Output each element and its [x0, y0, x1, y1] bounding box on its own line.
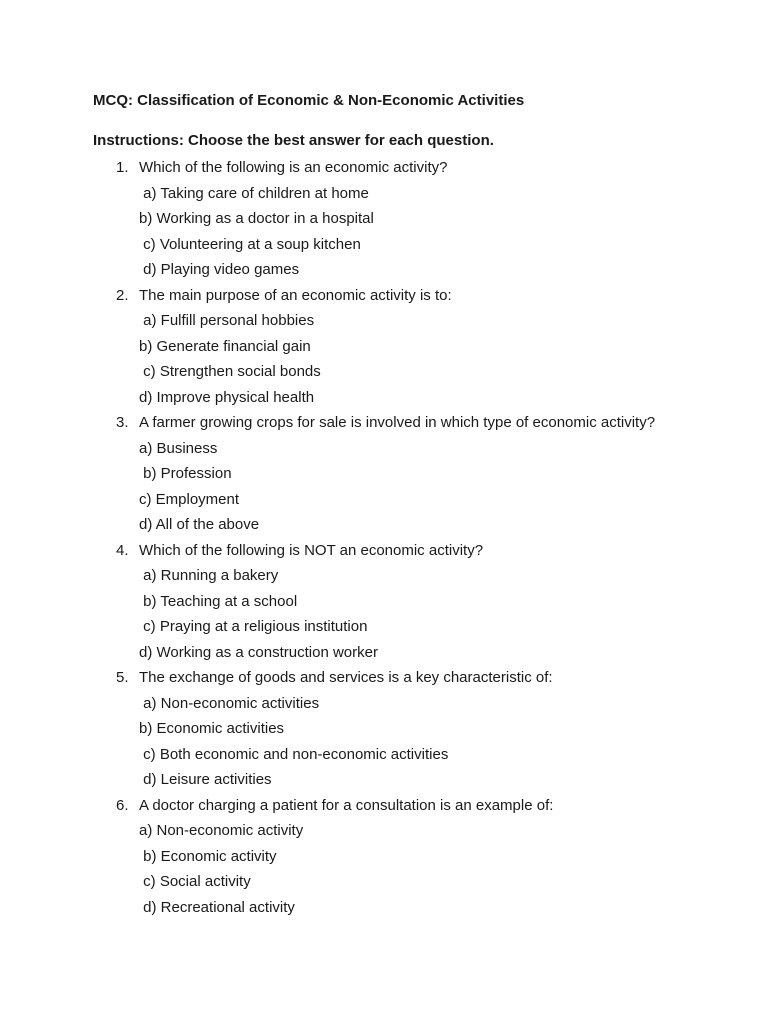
answer-option: c) Volunteering at a soup kitchen [139, 235, 361, 253]
answer-options [0, 691, 768, 793]
answer-options [0, 181, 768, 283]
question-line [0, 410, 768, 436]
answer-option: b) Generate financial gain [139, 337, 311, 355]
answer-option: b) Economic activities [139, 720, 285, 737]
answer-options [0, 818, 768, 920]
question-text: A doctor charging a patient for a consultation is an example of: [139, 796, 554, 814]
question-item [0, 538, 768, 666]
answer-option: b) Teaching at a school [139, 592, 298, 610]
question-line [0, 665, 768, 691]
answer-option: b) Economic activity [139, 847, 277, 865]
instructions-heading: Instructions: Choose the best answer for each question. [93, 132, 494, 149]
answer-option: d) Leisure activities [139, 771, 272, 788]
answer-option: d) Working as a construction worker [139, 643, 378, 661]
answer-option: c) Both economic and non-economic activities [139, 745, 449, 763]
question-line [0, 538, 768, 564]
answer-option: c) Praying at a religious institution [139, 618, 368, 635]
question-text: Which of the following is NOT an economic activity? [139, 541, 484, 559]
answer-option: c) Strengthen social bonds [139, 363, 321, 380]
answer-option: a) Fulfill personal hobbies [139, 312, 315, 329]
answer-option: a) Non-economic activities [139, 694, 320, 712]
answer-option: d) Recreational activity [139, 898, 295, 916]
answer-option: d) All of the above [139, 516, 260, 533]
answer-options [0, 563, 768, 665]
question-item [0, 793, 768, 921]
question-number: 1. [116, 159, 129, 176]
question-item [0, 155, 768, 283]
answer-option: b) Profession [139, 465, 232, 482]
question-line [0, 793, 768, 819]
question-number: 2. [116, 286, 129, 304]
question-line [0, 283, 768, 309]
answer-options [0, 436, 768, 538]
document-title: MCQ: Classification of Economic & Non-Economic Activities [93, 92, 525, 109]
question-item [0, 410, 768, 538]
question-number: 4. [116, 541, 129, 559]
answer-option: a) Running a bakery [139, 567, 279, 584]
answer-option: a) Taking care of children at home [139, 184, 369, 202]
question-list [0, 155, 768, 920]
question-text: A farmer growing crops for sale is involved in which type of economic activity? [139, 414, 656, 431]
question-text: The main purpose of an economic activity is to: [139, 286, 452, 304]
question-item [0, 665, 768, 793]
question-item [0, 283, 768, 411]
answer-options [0, 308, 768, 410]
answer-option: d) Playing video games [139, 261, 300, 278]
answer-option: d) Improve physical health [139, 388, 315, 406]
question-number: 6. [116, 796, 129, 814]
answer-option: a) Non-economic activity [139, 822, 304, 839]
question-number: 5. [116, 669, 129, 686]
question-text: Which of the following is an economic activity? [139, 159, 448, 176]
question-number: 3. [116, 414, 129, 431]
question-line [0, 155, 768, 181]
answer-option: c) Employment [139, 490, 240, 508]
answer-option: b) Working as a doctor in a hospital [139, 210, 374, 227]
question-text: The exchange of goods and services is a key characteristic of: [139, 669, 553, 686]
answer-option: c) Social activity [139, 873, 251, 890]
answer-option: a) Business [139, 439, 218, 457]
